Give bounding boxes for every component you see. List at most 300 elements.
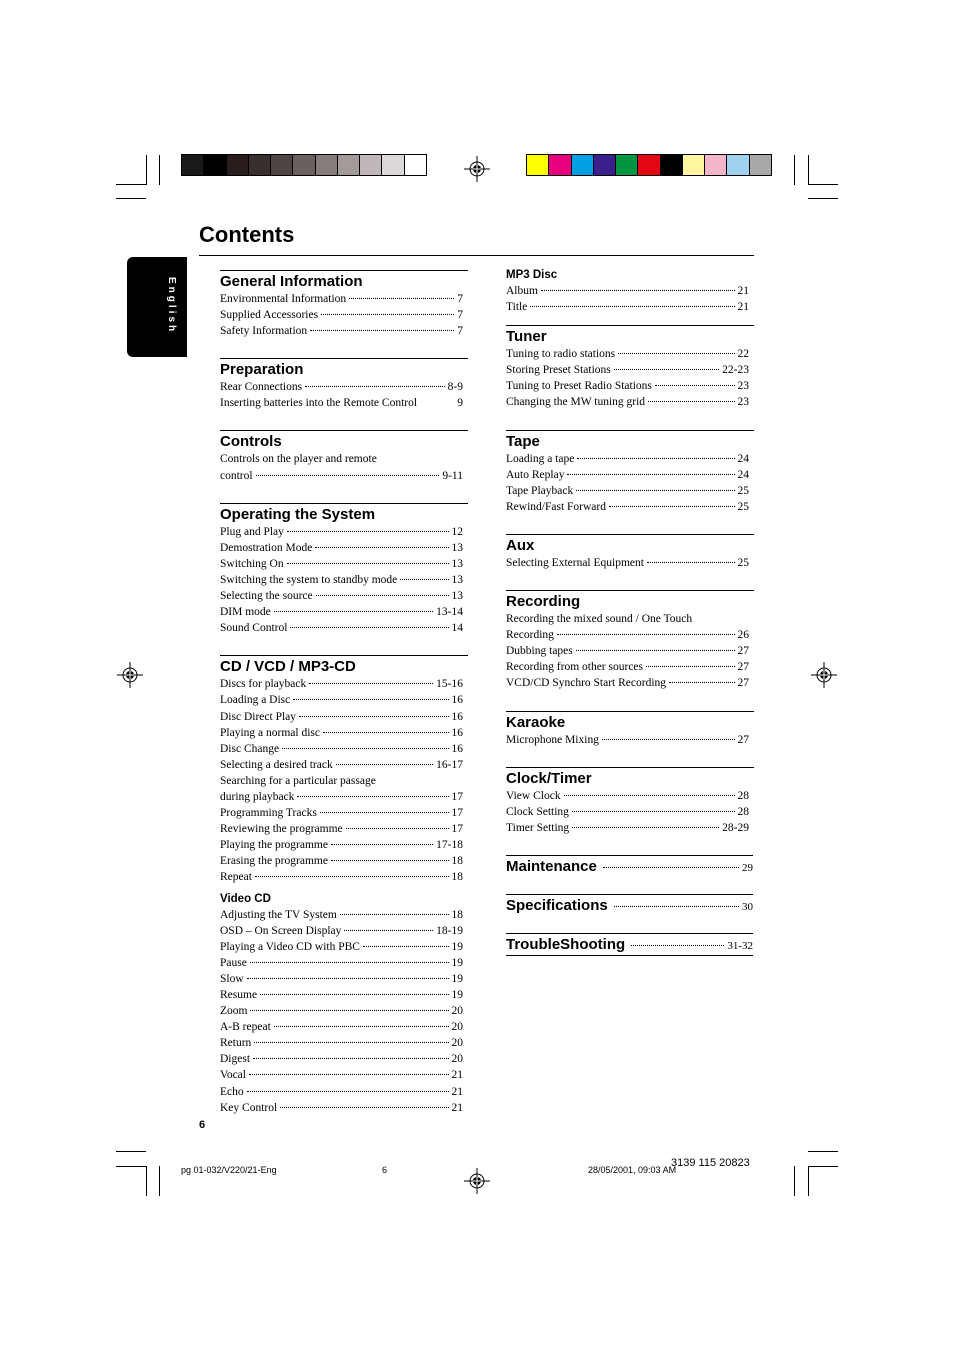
color-calibration-bar <box>526 154 772 176</box>
toc-entry-label: Selecting a desired track <box>220 758 333 771</box>
toc-entry <box>220 1067 463 1083</box>
dot-leader <box>323 732 449 733</box>
toc-entry <box>220 971 463 987</box>
section-heading: Tuner <box>506 328 547 346</box>
toc-entry-page: 13 <box>451 573 463 586</box>
toc-entry-label: Adjusting the TV System <box>220 908 337 921</box>
toc-entry-label: Sound Control <box>220 622 288 635</box>
dot-leader <box>602 739 735 740</box>
toc-entry-page: 28 <box>737 789 749 802</box>
section-heading: TroubleShooting <box>506 935 626 953</box>
toc-entry <box>506 299 749 315</box>
crop-mark <box>116 1151 146 1152</box>
toc-entry <box>506 346 749 362</box>
toc-entry-page: 13-14 <box>436 606 463 619</box>
toc-entry-page: 28-29 <box>722 821 749 834</box>
toc-entry <box>220 869 463 885</box>
toc-entry-label: Reviewing the programme <box>220 823 343 836</box>
toc-entry-page: 19 <box>451 956 463 969</box>
toc-entry <box>220 676 463 692</box>
toc-entry-label: Playing the programme <box>220 839 328 852</box>
toc-entry <box>506 611 749 627</box>
toc-entry-label: Selecting External Equipment <box>506 556 644 569</box>
crop-mark <box>116 184 146 185</box>
toc-entry-label: Vocal <box>220 1069 246 1082</box>
dot-leader <box>576 490 734 491</box>
toc-entry <box>220 853 463 869</box>
toc-entry <box>220 540 463 556</box>
dot-leader <box>282 748 448 749</box>
dot-leader <box>249 1074 449 1075</box>
toc-entry-label: Switching the system to standby mode <box>220 573 398 586</box>
color-swatch <box>750 155 771 175</box>
toc-entry-label: Playing a normal disc <box>220 726 320 739</box>
toc-entry <box>220 789 463 805</box>
section-heading: Maintenance <box>506 857 597 875</box>
color-swatch <box>572 155 594 175</box>
dot-leader <box>567 474 734 475</box>
toc-entry <box>506 732 749 748</box>
toc-entry <box>220 821 463 837</box>
toc-entry-page: 19 <box>451 989 463 1001</box>
dot-leader <box>400 579 448 580</box>
crop-mark <box>146 155 147 185</box>
dot-leader <box>310 330 454 331</box>
toc-entry-page: 7 <box>457 293 463 305</box>
toc-section <box>220 655 468 1115</box>
toc-entry-page: 25 <box>737 556 749 569</box>
gray-swatch <box>360 155 382 175</box>
toc-entry <box>220 572 463 588</box>
toc-entry-label: during playback <box>220 790 295 803</box>
toc-entry <box>220 1035 463 1051</box>
dot-leader <box>631 945 724 946</box>
toc-entry-label: Rewind/Fast Forward <box>506 500 606 513</box>
dot-leader <box>254 1042 448 1043</box>
dot-leader <box>293 699 448 700</box>
gray-swatch <box>271 155 293 175</box>
gray-swatch <box>316 155 338 175</box>
dot-leader <box>305 386 445 387</box>
toc-entry-label: Changing the MW tuning grid <box>506 396 646 409</box>
toc-entry <box>506 555 749 571</box>
toc-entry-page: 7 <box>457 325 463 338</box>
toc-entry-label: Demostration Mode <box>220 541 313 554</box>
toc-entry-label: Recording the mixed sound / One Touch <box>506 613 693 626</box>
subsection-heading: Video CD <box>220 892 271 905</box>
gray-swatch <box>204 155 226 175</box>
dot-leader <box>260 994 448 995</box>
toc-entry-label: Title <box>506 301 528 314</box>
toc-entry <box>506 499 749 515</box>
section-heading: Clock/Timer <box>506 769 592 787</box>
toc-entry-label: Auto Replay <box>506 468 565 481</box>
dot-leader <box>280 1107 448 1108</box>
dot-leader <box>255 876 449 877</box>
registration-target-icon <box>811 662 837 688</box>
toc-entry <box>220 939 463 955</box>
dot-leader <box>614 906 739 907</box>
dot-leader <box>541 290 735 291</box>
crop-mark <box>808 198 838 199</box>
dot-leader <box>336 764 433 765</box>
toc-entry-page: 9 <box>457 397 463 410</box>
toc-entry-page: 18 <box>451 871 463 884</box>
dot-leader <box>603 867 739 868</box>
toc-entry-label: Disc Direct Play <box>220 710 297 723</box>
toc-entry-label: Repeat <box>220 871 252 884</box>
toc-entry-page: 21 <box>737 301 749 314</box>
color-swatch <box>705 155 727 175</box>
right-single-sections <box>506 855 754 956</box>
toc-section <box>506 767 754 836</box>
toc-entry-label: Playing a Video CD with PBC <box>220 940 360 953</box>
right-sections <box>506 325 754 836</box>
toc-entry-page: 18-19 <box>436 924 463 937</box>
toc-entry <box>220 757 463 773</box>
toc-entry <box>506 659 749 675</box>
toc-entry-page: 21 <box>451 1101 463 1114</box>
toc-entry <box>506 820 749 836</box>
toc-entry-page: 21 <box>451 1085 463 1098</box>
toc-entry <box>220 588 463 604</box>
toc-entry-page: 20 <box>451 1005 463 1018</box>
toc-entry-page: 7 <box>457 309 463 322</box>
dot-leader <box>274 611 433 612</box>
toc-entry-page: 15-16 <box>436 678 463 691</box>
toc-entry-page: 17 <box>451 823 463 836</box>
dot-leader <box>331 860 449 861</box>
crop-mark <box>159 155 160 185</box>
toc-entry-page: 9-11 <box>442 469 463 482</box>
color-swatch <box>616 155 638 175</box>
toc-entry-label: Searching for a particular passage <box>220 774 376 787</box>
toc-entry-page: 17 <box>451 790 463 803</box>
toc-section-single <box>506 855 753 876</box>
section-heading: CD / VCD / MP3-CD <box>220 658 356 676</box>
toc-entry-label: Key Control <box>220 1101 278 1114</box>
toc-entry-label: Clock Setting <box>506 805 569 818</box>
toc-entry-page: 27 <box>737 645 749 658</box>
toc-entry <box>220 692 463 708</box>
toc-entry-label: A-B repeat <box>220 1021 271 1034</box>
toc-entry-label: Timer Setting <box>506 821 570 834</box>
toc-entry <box>220 604 463 620</box>
dot-leader <box>669 682 734 683</box>
toc-entry-page: 22 <box>737 348 749 361</box>
toc-entry-label: Tuning to radio stations <box>506 348 616 361</box>
toc-entry <box>506 378 749 394</box>
title-rule <box>199 255 754 256</box>
dot-leader <box>274 1026 449 1027</box>
gray-swatch <box>293 155 315 175</box>
toc-entry-page: 16 <box>451 726 463 739</box>
dot-leader <box>564 795 735 796</box>
toc-entry-page: 18 <box>451 908 463 921</box>
toc-entry-label: DIM mode <box>220 606 271 619</box>
toc-entry <box>220 524 463 540</box>
toc-entry-label: Switching On <box>220 557 284 570</box>
toc-entry-page: 16 <box>451 710 463 723</box>
toc-entry-label: Discs for playback <box>220 678 307 691</box>
dot-leader <box>331 844 433 845</box>
crop-mark <box>808 1166 838 1167</box>
toc-entry-label: Storing Preset Stations <box>506 364 611 377</box>
toc-entry-label: Tuning to Preset Radio Stations <box>506 380 652 393</box>
dot-leader <box>315 547 448 548</box>
dot-leader <box>349 298 454 299</box>
toc-entry-page: 27 <box>737 733 749 746</box>
section-heading: Controls <box>220 433 282 451</box>
footer-center: 6 <box>382 1165 388 1175</box>
toc-entry <box>506 451 749 467</box>
dot-leader <box>287 531 449 532</box>
crop-mark <box>808 184 838 185</box>
toc-entry-label: VCD/CD Synchro Start Recording <box>506 677 667 690</box>
toc-entry-label: Resume <box>220 989 258 1001</box>
section-heading: Operating the System <box>220 505 376 523</box>
dot-leader <box>646 666 734 667</box>
toc-entry <box>220 709 463 725</box>
toc-entry <box>506 627 749 643</box>
color-swatch <box>594 155 616 175</box>
registration-target-icon <box>464 1168 490 1194</box>
toc-entry <box>220 955 463 971</box>
toc-entry-label: OSD – On Screen Display <box>220 924 342 937</box>
toc-entry <box>220 556 463 572</box>
toc-entry-page: 24 <box>737 468 749 481</box>
toc-entry-page: 12 <box>451 525 463 538</box>
toc-entry <box>506 362 749 378</box>
toc-entry-page: 23 <box>737 380 749 393</box>
toc-entry-page: 13 <box>451 557 463 570</box>
toc-entry-page: 29 <box>742 861 753 874</box>
toc-entry-label: Pause <box>220 956 247 969</box>
crop-mark <box>808 1151 838 1152</box>
toc-section-single <box>506 933 753 954</box>
registration-target-icon <box>117 662 143 688</box>
crop-mark <box>794 1166 795 1196</box>
toc-section-mp3 <box>506 268 754 315</box>
toc-entry <box>220 1019 463 1035</box>
toc-section <box>506 430 754 515</box>
toc-entry-label: Selecting the source <box>220 590 313 603</box>
dot-leader <box>297 796 448 797</box>
dot-leader <box>290 627 448 628</box>
toc-entry <box>220 291 463 307</box>
toc-entry <box>220 620 463 636</box>
dot-leader <box>321 314 454 315</box>
toc-entry-page: 27 <box>737 661 749 674</box>
toc-section <box>220 430 468 483</box>
section-heading: MP3 Disc <box>506 269 558 281</box>
dot-leader <box>618 353 734 354</box>
color-swatch <box>549 155 571 175</box>
contents-right-column <box>506 268 754 956</box>
toc-entry <box>220 1051 463 1067</box>
toc-entry-page: 26 <box>737 629 749 642</box>
toc-entry <box>506 788 749 804</box>
toc-entry-label: Echo <box>220 1085 244 1098</box>
toc-entry-page: 19 <box>451 972 463 985</box>
toc-entry-page: 30 <box>742 900 753 913</box>
gray-swatch <box>227 155 249 175</box>
toc-entry-label: Slow <box>220 972 244 985</box>
toc-entry <box>220 773 463 789</box>
toc-entry <box>220 468 463 484</box>
color-swatch <box>638 155 660 175</box>
dot-leader <box>250 962 449 963</box>
toc-entry-label: Recording from other sources <box>506 661 644 674</box>
toc-section <box>220 503 468 637</box>
toc-entry-page: 25 <box>737 500 749 513</box>
toc-entry <box>506 804 749 820</box>
toc-entry-label: Microphone Mixing <box>506 733 599 746</box>
toc-entry-label: Recording <box>506 629 554 642</box>
toc-entry <box>220 395 463 411</box>
language-label: English <box>166 277 177 335</box>
toc-entry <box>220 837 463 853</box>
dot-leader <box>287 563 449 564</box>
dot-leader <box>299 716 448 717</box>
footer-left: pg 01-032/V220/21-Eng <box>181 1165 277 1175</box>
dot-leader <box>340 914 449 915</box>
toc-entry-label: control <box>220 469 253 482</box>
dot-leader <box>256 475 440 476</box>
toc-entry-page: 16 <box>451 694 463 707</box>
toc-entry-label: View Clock <box>506 789 561 802</box>
gray-swatch <box>249 155 271 175</box>
toc-entry-label: Environmental Information <box>220 293 347 305</box>
toc-entry <box>506 467 749 483</box>
dot-leader <box>250 1010 448 1011</box>
dot-leader <box>614 369 719 370</box>
page-title: Contents <box>199 222 295 247</box>
toc-entry-label: Zoom <box>220 1005 248 1018</box>
crop-mark <box>116 198 146 199</box>
section-heading: Karaoke <box>506 713 566 731</box>
color-swatch <box>661 155 683 175</box>
toc-entry-label: Digest <box>220 1053 251 1066</box>
toc-section-single <box>506 894 753 915</box>
toc-section <box>220 358 468 411</box>
toc-entry <box>220 1084 463 1100</box>
toc-entry-label: Inserting batteries into the Remote Control <box>220 397 418 410</box>
toc-entry-page: 20 <box>451 1021 463 1034</box>
toc-entry-page: 17 <box>451 807 463 820</box>
toc-entry-label: Supplied Accessories <box>220 309 319 322</box>
crop-mark <box>146 1166 147 1196</box>
crop-mark <box>159 1166 160 1196</box>
toc-entry-label: Rear Connections <box>220 381 303 394</box>
toc-entry-page: 22-23 <box>722 364 749 377</box>
dot-leader <box>320 812 449 813</box>
color-swatch <box>527 155 549 175</box>
toc-entry <box>506 483 749 499</box>
toc-entry-label: Tape Playback <box>506 484 574 497</box>
toc-entry <box>220 451 463 467</box>
dot-leader <box>253 1058 448 1059</box>
section-heading: General Information <box>220 273 363 290</box>
toc-entry-label: Safety Information <box>220 325 308 338</box>
toc-entry <box>220 725 463 741</box>
toc-entry-label: Plug and Play <box>220 525 284 538</box>
section-entries <box>506 283 754 315</box>
toc-entry <box>220 307 463 323</box>
dot-leader <box>346 828 449 829</box>
gray-swatch <box>382 155 404 175</box>
toc-entry-page: 21 <box>737 285 749 297</box>
toc-entry-page: 23 <box>737 396 749 409</box>
toc-entry-page: 16-17 <box>436 758 463 771</box>
toc-entry <box>220 1100 463 1116</box>
toc-entry-label: Erasing the programme <box>220 855 328 868</box>
toc-entry-label: Disc Change <box>220 742 280 755</box>
page-number: 6 <box>199 1119 206 1131</box>
color-swatch <box>683 155 705 175</box>
dot-leader <box>363 946 449 947</box>
toc-entry-page: 19 <box>451 940 463 953</box>
toc-entry <box>220 323 463 339</box>
gray-swatch <box>405 155 426 175</box>
toc-entry-page: 18 <box>451 855 463 868</box>
crop-mark <box>808 1166 809 1196</box>
crop-mark <box>808 155 809 185</box>
section-heading: Tape <box>506 432 540 450</box>
toc-entry-page: 20 <box>451 1037 463 1050</box>
color-swatch <box>727 155 749 175</box>
dot-leader <box>316 595 449 596</box>
toc-entry-label: Return <box>220 1037 252 1050</box>
dot-leader <box>609 506 735 507</box>
grayscale-calibration-bar <box>181 154 427 176</box>
toc-entry <box>506 675 749 691</box>
dot-leader <box>247 978 449 979</box>
language-tab <box>127 257 187 357</box>
toc-entry-page: 28 <box>737 805 749 818</box>
dot-leader <box>247 1091 449 1092</box>
toc-entry-page: 14 <box>451 622 463 635</box>
toc-section <box>506 534 754 571</box>
toc-entry-page: 24 <box>737 452 749 465</box>
toc-entry-page: 17-18 <box>436 839 463 852</box>
toc-entry <box>220 741 463 757</box>
toc-entry <box>506 643 749 659</box>
toc-section <box>220 270 468 339</box>
toc-entry-page: 13 <box>451 541 463 554</box>
toc-entry <box>220 379 463 395</box>
toc-entry-page: 27 <box>737 677 749 690</box>
gray-swatch <box>338 155 360 175</box>
toc-entry <box>220 1003 463 1019</box>
toc-entry-page: 16 <box>451 742 463 755</box>
dot-leader <box>647 562 735 563</box>
toc-entry <box>220 923 463 939</box>
section-heading: Specifications <box>506 896 608 914</box>
crop-mark <box>794 155 795 185</box>
toc-entry-label: Dubbing tapes <box>506 645 573 658</box>
toc-entry <box>506 283 749 299</box>
toc-section <box>506 325 754 410</box>
toc-entry-page: 13 <box>451 590 463 603</box>
dot-leader <box>572 811 735 812</box>
section-heading: Recording <box>506 593 581 611</box>
footer-right: 28/05/2001, 09:03 AM <box>588 1165 677 1175</box>
section-heading: Preparation <box>220 361 304 379</box>
dot-leader <box>655 385 735 386</box>
toc-entry-page: 31-32 <box>727 939 753 952</box>
toc-entry-label: Programming Tracks <box>220 807 317 820</box>
